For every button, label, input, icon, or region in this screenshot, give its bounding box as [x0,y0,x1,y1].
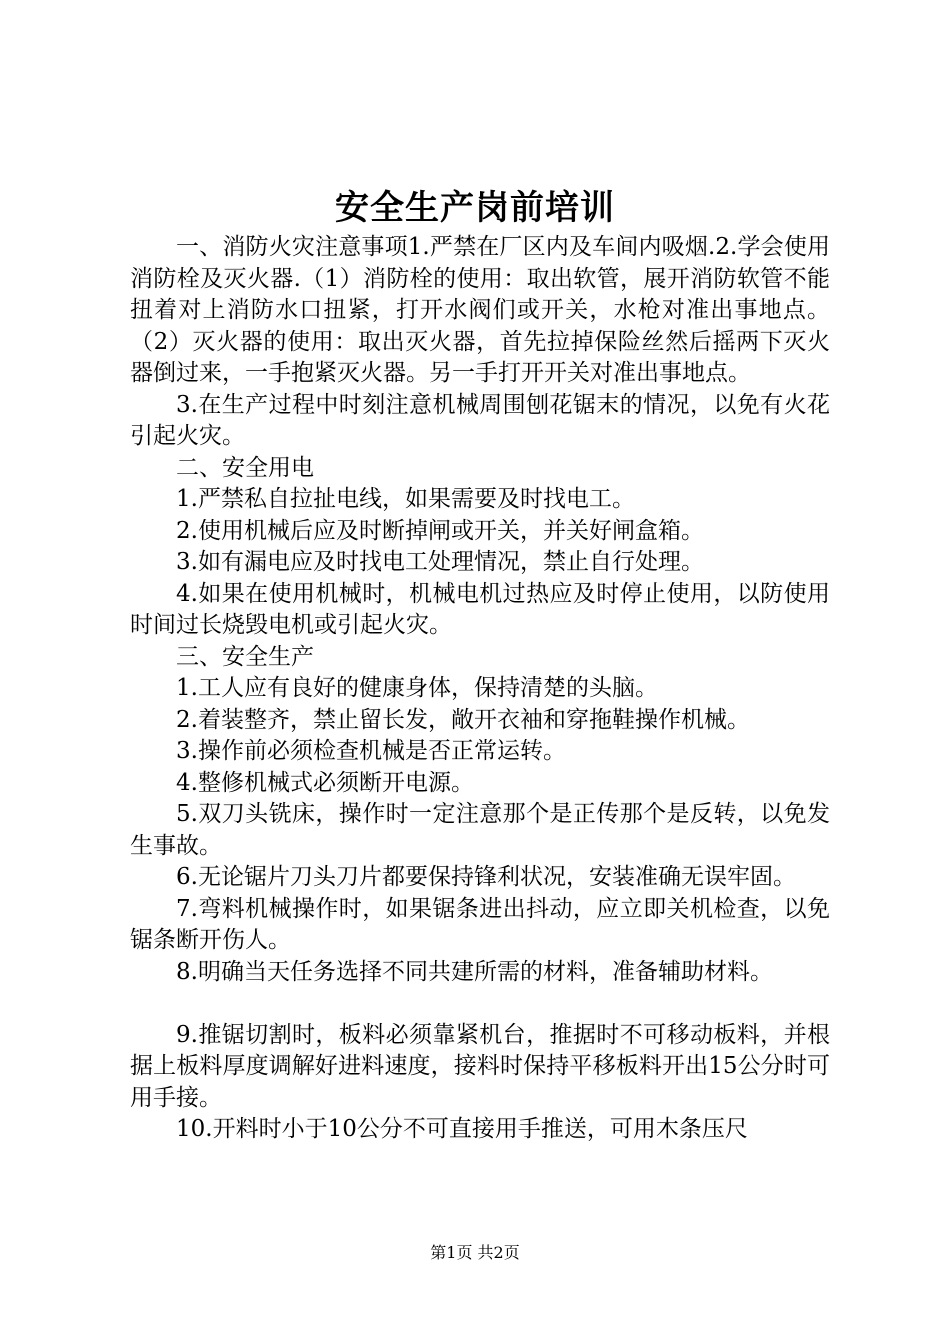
paragraph-production-item-3: 3.操作前必须检查机械是否正常运转。 [176,738,566,764]
paragraph-production-item-7: 7.弯料机械操作时，如果锯条进出抖动，应立即关机检查，以免锯条断开伤人。 [130,895,830,953]
section-heading-electricity: 二、安全用电 [176,454,314,481]
paragraph-production-item-1: 1.工人应有良好的健康身体，保持清楚的头脑。 [176,675,658,701]
paragraph-production-item-9: 9.推锯切割时，板料必须靠紧机台，推据时不可移动板料，并根据上板料厚度调解好进料速度，接料时保持平移板料开出15公分时可用手接。 [130,1021,830,1111]
paragraph-electricity-item-4: 4.如果在使用机械时，机械电机过热应及时停止使用，以防使用时间过长烧毁电机或引起火灾。 [130,580,830,638]
paragraph-fire-safety: 一、消防火灾注意事项1.严禁在厂区内及车间内吸烟.2.学会使用消防栓及灭火器.（1）消防栓的使用：取出软管，展开消防软管不能扭着对上消防水口扭紧，打开水阀们或开关，水枪对准出事地点。（2）灭火器的使用：取出灭火器，首先拉掉保险丝然后摇两下灭火器倒过来，一手抱紧灭火器。另一手打开开关对准出事地点。 [130,234,830,386]
paragraph-production-item-4: 4.整修机械式必须断开电源。 [176,769,474,796]
page-number-footer: 第1页 共2页 [430,1243,520,1262]
document-body [130,232,830,1146]
paragraph-fire-item-3: 3.在生产过程中时刻注意机械周围刨花锯末的情况，以免有火花引起火灾。 [130,391,830,449]
document-title: 安全生产岗前培训 [335,188,615,228]
paragraph-production-item-6: 6.无论锯片刀头刀片都要保持锋利状况，安装准确无误牢固。 [176,864,796,890]
section-heading-production: 三、安全生产 [176,643,314,670]
paragraph-electricity-item-2: 2.使用机械后应及时断掉闸或开关，并关好闸盒箱。 [176,517,704,544]
paragraph-production-item-2: 2.着装整齐，禁止留长发，敞开衣袖和穿拖鞋操作机械。 [176,706,750,733]
paragraph-production-item-10: 10.开料时小于10公分不可直接用手推送，可用木条压尺 [176,1116,748,1142]
paragraph-electricity-item-1: 1.严禁私自拉扯电线，如果需要及时找电工。 [176,486,635,512]
paragraph-electricity-item-3: 3.如有漏电应及时找电工处理情况，禁止自行处理。 [176,549,704,575]
paragraph-production-item-8: 8.明确当天任务选择不同共建所需的材料，准备辅助材料。 [176,958,773,985]
paragraph-production-item-5: 5.双刀头铣床，操作时一定注意那个是正传那个是反转，以免发生事故。 [130,801,830,859]
